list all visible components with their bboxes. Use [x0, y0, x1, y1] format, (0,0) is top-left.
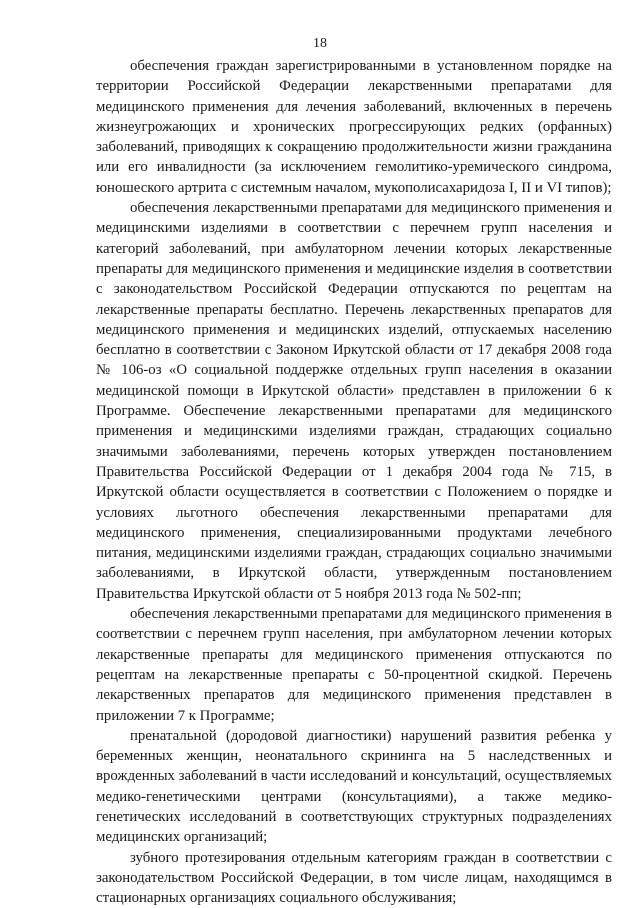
paragraph-discount-prescriptions: обеспечения лекарственными препаратами для медицинского применения в соответствии с перечнем групп населения, при амбулаторном лечении которых лекарственные препараты для медицинского применения отпускаются по рецептам на лекарственные препараты с 50-процентной скидкой. Перечень лекарственных препаратов для медицинского применения представлен в приложении 7 к Программе;: [96, 606, 612, 724]
paragraph-orphan-diseases: обеспечения граждан зарегистрированными в установленном порядке на территории Российской Федерации лекарственными препаратами для медицинского применения для лечения заболеваний, включенных в перечень жизнеугрожающих и хронических прогрессирующих редких (орфанных) заболеваний, приводящих к сокращению продолжительности жизни гражданина или его инвалидности (за исключением гемолитико-уремического синдрома, юношеского артрита с системным началом, мукополисахаридоза I, II и VI типов);: [96, 58, 612, 196]
page-number: 18: [313, 36, 327, 51]
paragraph-prenatal-diagnostics: пренатальной (дородовой диагностики) нарушений развития ребенка у беременных женщин, неонатального скрининга на 5 наследственных и врожденных заболеваний в части исследований и консультаций, осуществляемых медико-генетическими центрами (консультациями), а также медико-генетических исследований в соответствующих структурных подразделениях медицинских организаций;: [96, 727, 613, 846]
document-body: [96, 56, 612, 908]
paragraph-dental-prosthetics: зубного протезирования отдельным категориям граждан в соответствии с законодательством Российской Федерации, в том числе лицам, находящимся в стационарных организациях социального обслуживания;: [96, 849, 612, 907]
paragraph-free-prescriptions: обеспечения лекарственными препаратами для медицинского применения и медицинскими изделиями в соответствии с перечнем групп населения и категорий заболеваний, при амбулаторном лечении которых лекарственные препараты для медицинского применения и медицинские изделия в соответствии с законодательством Российской Федерации отпускаются по рецептам на лекарственные препараты бесплатно. Перечень лекарственных препаратов для медицинского применения и медицинских изделий, отпускаемых населению бесплатно в соответствии с Законом Иркутской области от 17 декабря 2008 года № 106-оз «О социальной поддержке отдельных групп населения в оказании медицинской помощи в Иркутской области» представлен в приложении 6 к Программе. Обеспечение лекарственными препаратами для медицинского применения и медицинскими изделиями граждан, страдающих социально значимыми заболеваниями, перечень которых утвержден постановлением Правительства Российской Федерации от 1 декабря 2004 года № 715, в Иркутской области осуществляется в соответствии с Положением о порядке и условиях льготного обеспечения лекарственными препаратами для медицинского применения, специализированными продуктами лечебного питания, медицинскими изделиями граждан, страдающих социально значимыми заболеваниями, в Иркутской области, утвержденным постановлением Правительства Иркутской области от 5 ноября 2013 года № 502-пп;: [96, 200, 612, 602]
